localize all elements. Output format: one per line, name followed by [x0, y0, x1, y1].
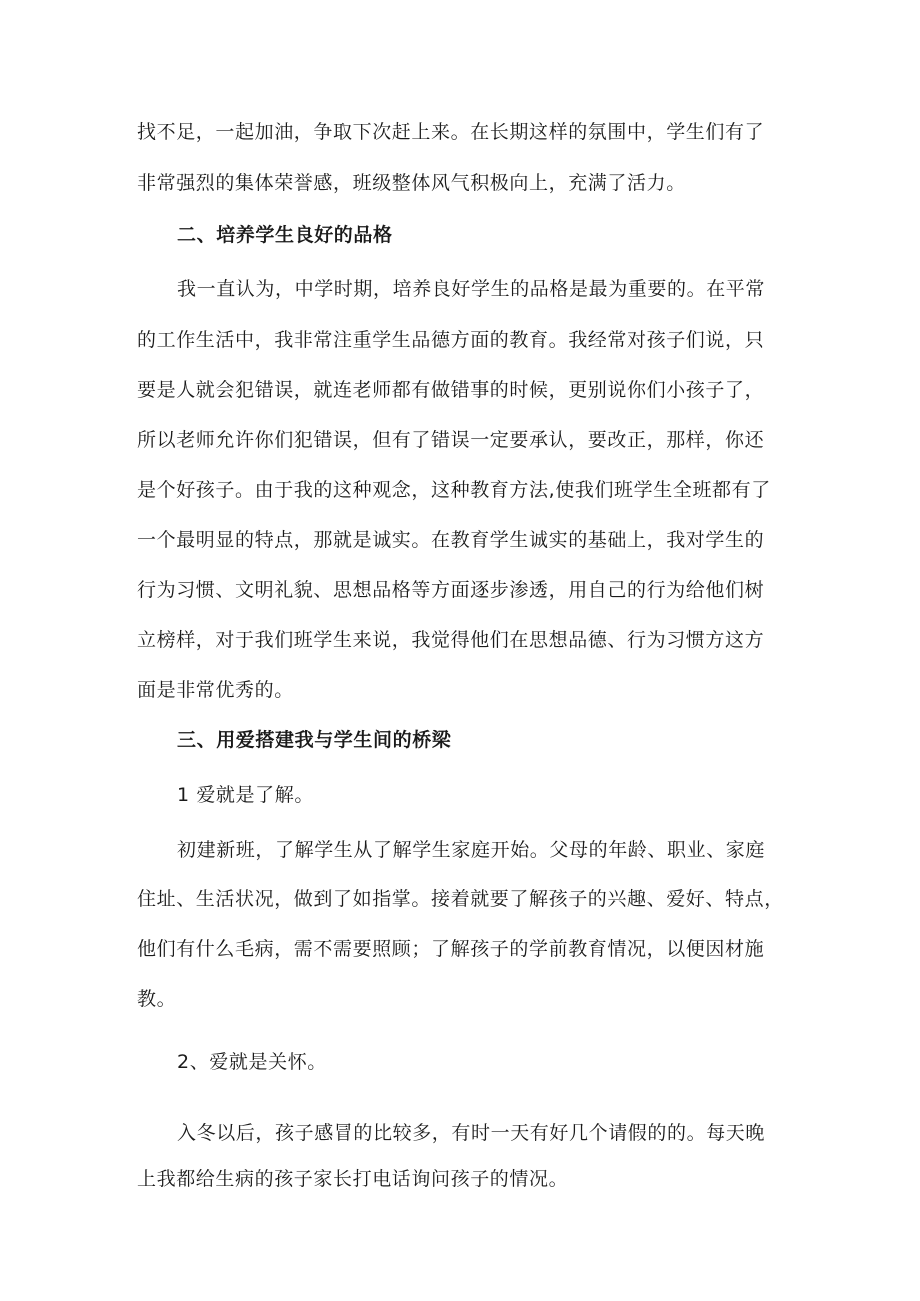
paragraph-line: 面是非常优秀的。 — [137, 679, 294, 701]
paragraph-line: 初建新班，了解学生从了解学生家庭开始。父母的年龄、职业、家庭 — [177, 839, 766, 861]
paragraph-line: 非常强烈的集体荣誉感，班级整体风气积极向上，充满了活力。 — [137, 172, 686, 194]
subsection-heading: 1 爱就是了解。 — [177, 784, 314, 806]
subsection-heading: 2、爱就是关怀。 — [177, 1051, 327, 1073]
paragraph-line: 要是人就会犯错误，就连老师都有做错事的时候，更别说你们小孩子了， — [137, 379, 765, 401]
paragraph-line: 我一直认为，中学时期，培养良好学生的品格是最为重要的。在平常 — [177, 278, 766, 300]
paragraph-line: 住址、生活状况，做到了如指掌。接着就要了解孩子的兴趣、爱好、特点， — [137, 888, 784, 910]
paragraph-line: 他们有什么毛病，需不需要照顾；了解孩子的学前教育情况，以便因材施 — [137, 938, 765, 960]
paragraph-line: 上我都给生病的孩子家长打电话询问孩子的情况。 — [137, 1168, 569, 1190]
section-heading: 二、培养学生良好的品格 — [177, 224, 393, 246]
paragraph-line: 一个最明显的特点，那就是诚实。在教育学生诚实的基础上，我对学生的 — [137, 529, 765, 551]
paragraph-line: 是个好孩子。由于我的这种观念，这种教育方法,使我们班学生全班都有了 — [137, 479, 771, 501]
paragraph-line: 教。 — [137, 988, 177, 1010]
section-heading: 三、用爱搭建我与学生间的桥梁 — [177, 729, 452, 751]
paragraph-line: 找不足，一起加油，争取下次赶上来。在长期这样的氛围中，学生们有了 — [137, 121, 765, 143]
paragraph-line: 所以老师允许你们犯错误，但有了错误一定要承认，要改正，那样，你还 — [137, 429, 765, 451]
paragraph-line: 行为习惯、文明礼貌、思想品格等方面逐步渗透，用自己的行为给他们树 — [137, 579, 765, 601]
paragraph-line: 的工作生活中，我非常注重学生品德方面的教育。我经常对孩子们说，只 — [137, 329, 765, 351]
paragraph-line: 入冬以后，孩子感冒的比较多，有时一天有好几个请假的的。每天晚 — [177, 1122, 766, 1144]
paragraph-line: 立榜样，对于我们班学生来说，我觉得他们在思想品德、行为习惯方这方 — [137, 629, 765, 651]
